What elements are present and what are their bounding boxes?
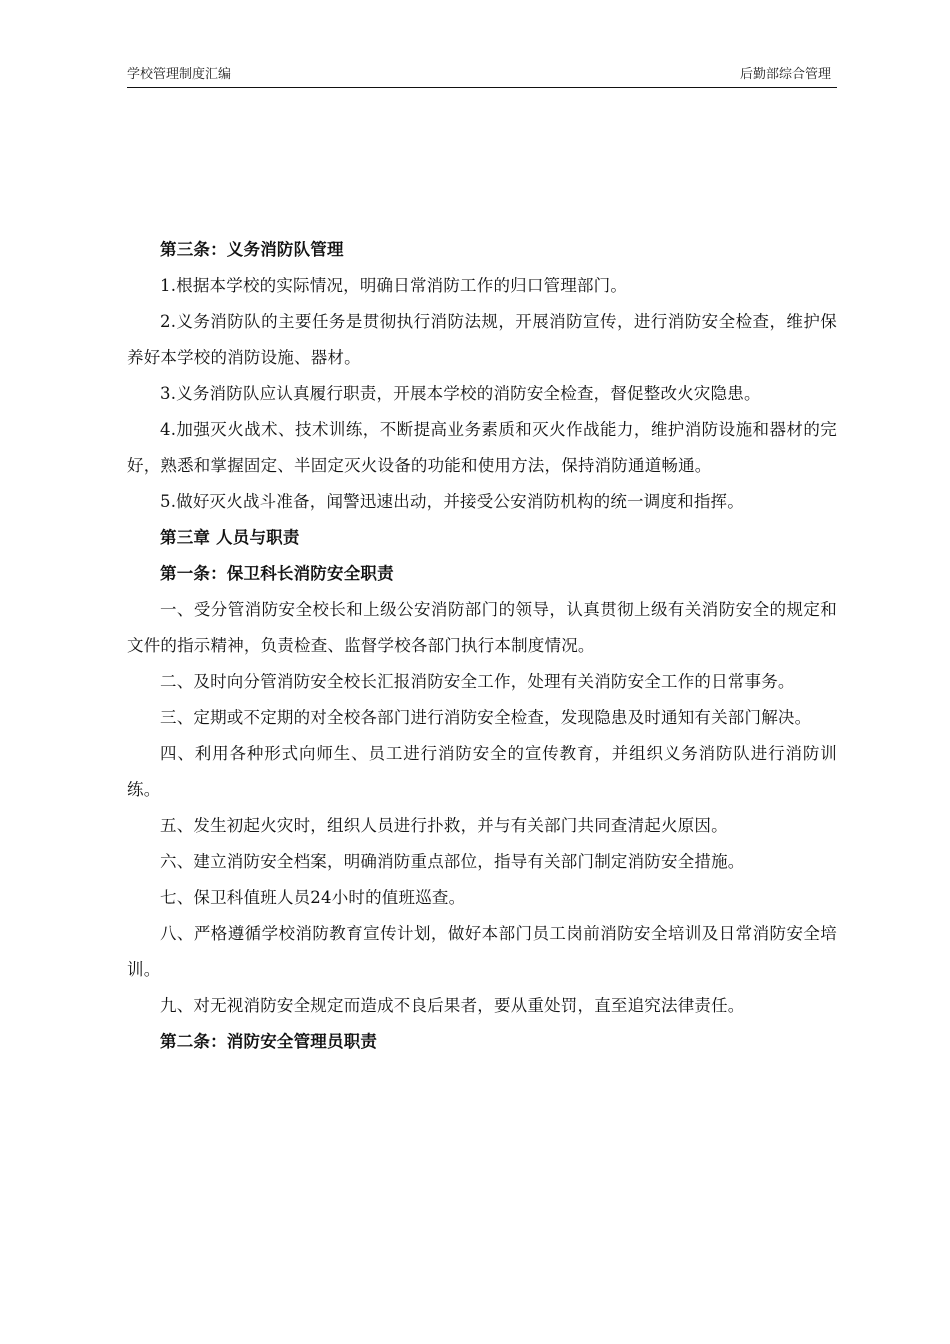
paragraph: 九、对无视消防安全规定而造成不良后果者，要从重处罚，直至追究法律责任。 (160, 996, 745, 1015)
section-heading: 第二条：消防安全管理员职责 (160, 1032, 378, 1051)
paragraph: 七、保卫科值班人员24小时的值班巡查。 (160, 888, 466, 907)
paragraph: 5.做好灭火战斗准备，闻警迅速出动，并接受公安消防机构的统一调度和指挥。 (160, 492, 744, 511)
document-body (127, 232, 837, 1060)
paragraph: 五、发生初起火灾时，组织人员进行扑救，并与有关部门共同查清起火原因。 (160, 816, 728, 835)
paragraph: 3.义务消防队应认真履行职责，开展本学校的消防安全检查，督促整改火灾隐患。 (160, 384, 761, 403)
header-right-title: 后勤部综合管理 (739, 67, 831, 82)
paragraph: 六、建立消防安全档案，明确消防重点部位，指导有关部门制定消防安全措施。 (160, 852, 745, 871)
section-heading: 第一条：保卫科长消防安全职责 (160, 564, 394, 583)
paragraph: 一、受分管消防安全校长和上级公安消防部门的领导，认真贯彻上级有关消防安全的规定和文件的指示精神，负责检查、监督学校各部门执行本制度情况。 (127, 600, 837, 655)
paragraph: 2.义务消防队的主要任务是贯彻执行消防法规，开展消防宣传，进行消防安全检查，维护保养好本学校的消防设施、器材。 (127, 312, 837, 367)
paragraph: 八、严格遵循学校消防教育宣传计划，做好本部门员工岗前消防安全培训及日常消防安全培训。 (127, 924, 837, 979)
header-left-title: 学校管理制度汇编 (127, 67, 232, 82)
paragraph: 1.根据本学校的实际情况，明确日常消防工作的归口管理部门。 (160, 276, 628, 295)
section-heading: 第三条：义务消防队管理 (160, 240, 344, 259)
chapter-heading: 第三章 人员与职责 (160, 528, 300, 547)
page-header (127, 66, 837, 88)
paragraph: 4.加强灭火战术、技术训练，不断提高业务素质和灭火作战能力，维护消防设施和器材的完好，熟悉和掌握固定、半固定灭火设备的功能和使用方法，保持消防通道畅通。 (127, 420, 837, 475)
paragraph: 四、利用各种形式向师生、员工进行消防安全的宣传教育，并组织义务消防队进行消防训练。 (127, 744, 837, 799)
paragraph: 三、定期或不定期的对全校各部门进行消防安全检查，发现隐患及时通知有关部门解决。 (160, 708, 812, 727)
paragraph: 二、及时向分管消防安全校长汇报消防安全工作，处理有关消防安全工作的日常事务。 (160, 672, 795, 691)
